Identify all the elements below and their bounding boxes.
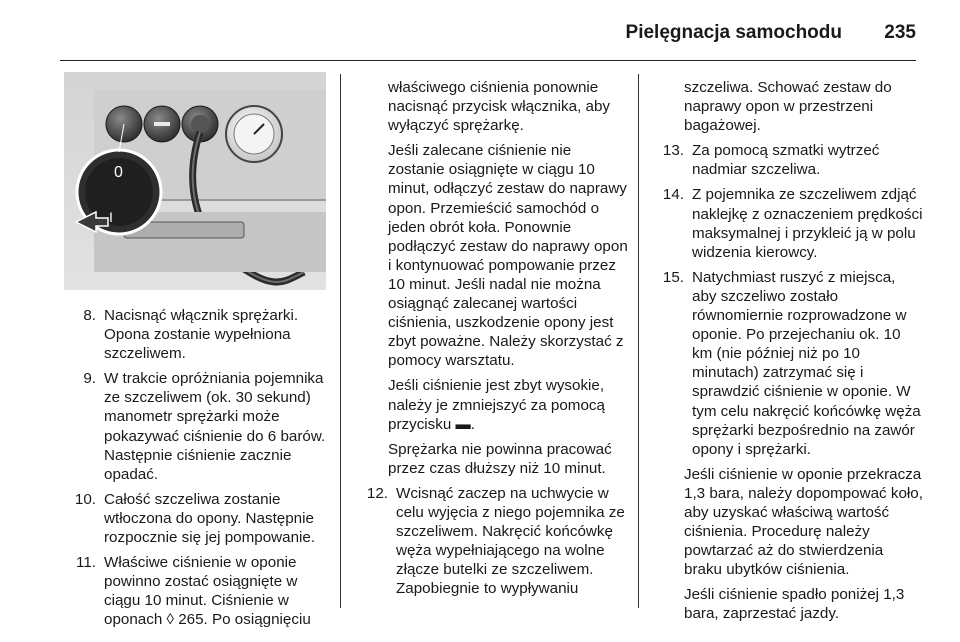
step-number: 13.: [662, 142, 684, 160]
step-text: Za pomocą szmatki wytrzeć nadmiar szczeliwa.: [692, 142, 880, 179]
column-1: [64, 72, 326, 636]
step-number: 10.: [74, 490, 96, 508]
header-rule: [60, 60, 916, 61]
step-text: Wcisnąć zaczep na uchwycie w celu wyjęcia z niego pojemnika ze szczeliwem. Nakręcić końcówkę węża wypełniającego na wolne złącze butelki ze szczeliwem. Zapobiegnie to wypływaniu: [396, 484, 625, 598]
list-item: [64, 490, 326, 547]
column-divider: [340, 74, 341, 608]
step-list: [64, 306, 326, 630]
step-text: Z pojemnika ze szczeliwem zdjąć naklejkę z oznaczeniem prędkości maksymalnej i przykleić ją w polu widzenia kierowcy.: [692, 186, 923, 261]
list-item: [652, 141, 924, 179]
step-number: 9.: [83, 370, 96, 388]
step-number: 15.: [662, 268, 684, 286]
step-number: 11.: [76, 554, 96, 572]
list-item: [652, 268, 924, 459]
section-title: Pielęgnacja samochodu: [625, 22, 842, 43]
list-item: [64, 369, 326, 484]
column-3: [652, 78, 924, 630]
step-list: [652, 141, 924, 459]
svg-text:I: I: [109, 209, 113, 225]
paragraph: Jeśli zalecane ciśnienie nie zostanie osiągnięte w ciągu 10 minut, odłączyć zestaw do naprawy opon. Przemieścić samochód o jeden obrót koła. Ponownie podłączyć zestaw do naprawy opon i kontynuować pompowanie przez 10 minut. Jeśli nadal nie można osiągnąć zalecanej wartości ciśnienia, uszkodzenie opony jest zbyt poważne. Należy skorzystać z pomocy warsztatu.: [388, 142, 628, 370]
step-number: 14.: [662, 186, 684, 204]
note-paragraphs: [652, 465, 924, 624]
continued-paragraph: szczeliwa. Schować zestaw do naprawy opon w przestrzeni bagażowej.: [684, 79, 892, 135]
step-number: 12.: [366, 484, 388, 502]
list-item: [64, 306, 326, 363]
step-list: [356, 484, 628, 599]
paragraph: Jeśli ciśnienie jest zbyt wysokie, należy je zmniejszyć za pomocą przycisku ▬.: [388, 377, 605, 433]
compressor-illustration: [64, 72, 326, 290]
continued-paragraph: właściwego ciśnienia ponownie nacisnąć przycisk włącznika, aby wyłączyć sprężarkę.: [388, 79, 610, 135]
page-number: 235: [884, 22, 916, 43]
step-number: 8.: [83, 307, 96, 324]
step-text: Nacisnąć włącznik sprężarki. Opona zostanie wypełniona szczeliwem.: [104, 307, 299, 363]
compressor-drawing: [64, 72, 326, 290]
list-item: [652, 185, 924, 261]
paragraph: Jeśli ciśnienie w oponie przekracza 1,3 bara, należy dopompować koło, aby uzyskać właściwą wartość ciśnienia. Procedurę należy powtarzać aż do stwierdzenia braku ubytków ciśnienia.: [684, 465, 923, 579]
paragraph: Jeśli ciśnienie spadło poniżej 1,3 bara, zaprzestać jazdy.: [684, 586, 905, 623]
page-header: [0, 0, 960, 60]
step-text: Całość szczeliwa zostanie wtłoczona do opony. Następnie rozpocznie się jej pompowanie.: [104, 490, 316, 547]
column-divider: [638, 74, 639, 608]
list-item: [64, 553, 326, 629]
step-text: Właściwe ciśnienie w oponie powinno zostać osiągnięte w ciągu 10 minut. Ciśnienie w oponach ◊ 265. Po osiągnięciu: [104, 554, 311, 629]
list-item: [356, 484, 628, 599]
step-text: Natychmiast ruszyć z miejsca, aby szczeliwo zostało równomiernie rozprowadzone w oponie. Po przejechaniu ok. 10 km (nie później niż po 10 minutach) zatrzymać się i sprawdzić ciśnienie w oponie. W tym celu nakręcić końcówkę węża sprężarki bezpośrednio na zawór opony i sprężarki.: [692, 268, 921, 458]
svg-text:0: 0: [114, 164, 123, 181]
paragraph: Sprężarka nie powinna pracować przez czas dłuższy niż 10 minut.: [388, 440, 612, 477]
column-2: [356, 78, 628, 604]
note-paragraphs: [356, 141, 628, 478]
step-text: W trakcie opróżniania pojemnika ze szczeliwem (ok. 30 sekund) manometr sprężarki może pokazywać ciśnienie do 6 barów. Następnie ciśnienie zacznie opadać.: [104, 370, 326, 483]
